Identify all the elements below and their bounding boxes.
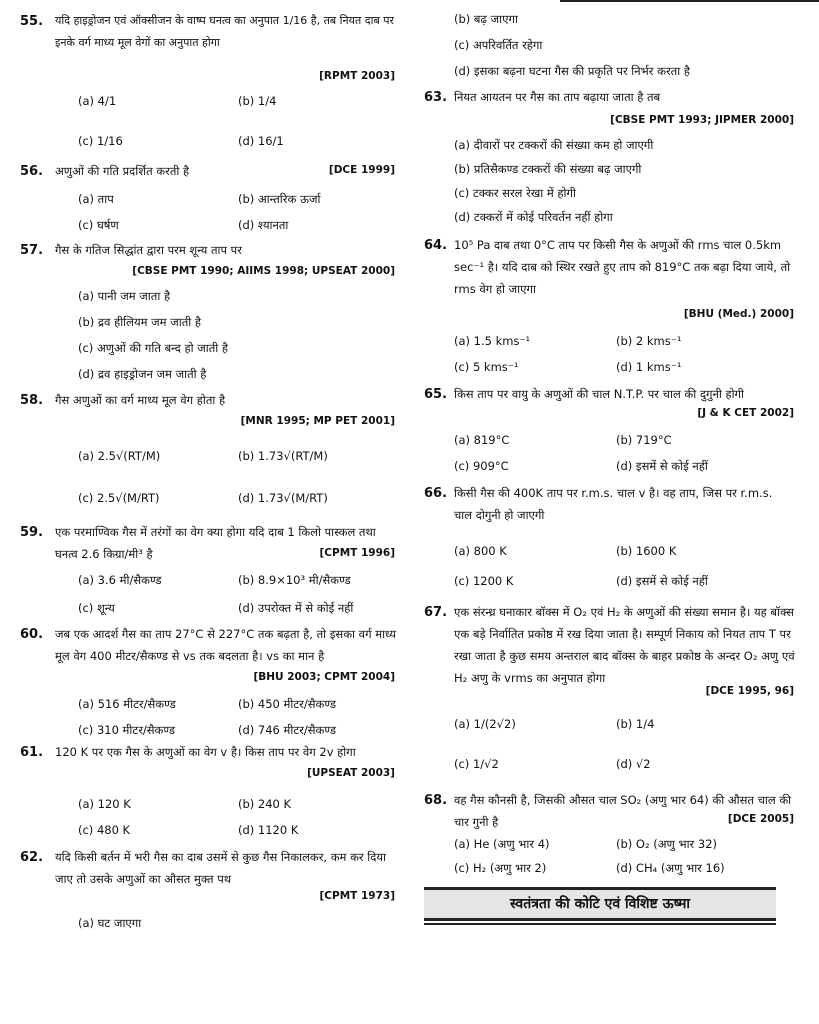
option-d: (d) CH₄ (अणु भार 16) [616,861,725,875]
question-number: 58. [20,393,44,408]
option-a: (a) 819°C [454,433,510,447]
option-b: (b) प्रतिसैकण्ड टक्करों की संख्या बढ़ जाएगी [454,162,642,176]
option-d: (d) उपरोक्त में से कोई नहीं [238,601,354,615]
option-c: (c) 5 kms⁻¹ [454,360,519,374]
option-a: (a) घट जाएगा [78,916,142,930]
question-text: किसी गैस की 400K ताप पर r.m.s. चाल v है। वह ताप, जिस पर r.m.s. चाल दोगुनी हो जाएगी [454,486,773,522]
source-tag: [BHU (Med.) 2000] [683,308,794,320]
question-text: एक संरन्ध्र घनाकार बॉक्स में O₂ एवं H₂ के अणुओं की संख्या समान है। यह बॉक्स एक बड़े निर्वातित प्रकोष्ठ में रख दिया जाता है। सम्पूर्ण निकाय को नियत ताप T पर रखा जाता है कुछ समय अन्तराल बाद बॉक्स के बाहर प्रकोष्ठ के अन्दर O₂ अणु एवं H₂ अणु के vrms का अनुपात होगा [454,605,795,685]
option-c: (c) 480 K [78,823,131,837]
option-a: (a) 1.5 kms⁻¹ [454,334,531,348]
source-tag: [CPMT 1996] [319,547,395,559]
source-tag: [DCE 2005] [727,813,794,825]
option-d: (d) 1 kms⁻¹ [616,360,682,374]
option-c: (c) 2.5√(M/RT) [78,491,160,505]
option-a: (a) ताप [78,192,114,206]
source-tag: [DCE 1995, 96] [705,685,794,697]
question-text: 10⁵ Pa दाब तथा 0°C ताप पर किसी गैस के अणुओं की rms चाल 0.5km sec⁻¹ है। यदि दाब को स्थिर रखते हुए ताप को 819°C तक बढ़ा दिया जाये, तो rms वेग हो जाएगा [454,238,791,296]
option-d: (d) श्यानता [238,218,289,232]
option-c: (c) घर्षण [78,218,119,232]
option-d: (d) 1120 K [238,823,299,837]
option-b: (b) 1/4 [616,717,655,731]
question-text: एक परमाण्विक गैस में तरंगों का वेग क्या होगा यदि दाब 1 किलो पास्कल तथा घनत्व 2.6 किग्रा/मी³ है [55,525,376,561]
option-d: (d) √2 [616,757,651,771]
option-b: (b) O₂ (अणु भार 32) [616,837,718,851]
option-a: (a) 120 K [78,797,131,811]
option-a: (a) 1/(2√2) [454,717,516,731]
source-tag: [MNR 1995; MP PET 2001] [240,415,395,427]
question-number: 65. [424,387,448,402]
section-heading-banner: स्वतंत्रता की कोटि एवं विशिष्ट ऊष्मा [424,887,776,921]
option-b: (b) 2 kms⁻¹ [616,334,682,348]
option-c: (c) 1/16 [78,134,123,148]
option-b: (b) आन्तरिक ऊर्जा [238,192,321,206]
top-rule [560,0,819,2]
option-a: (a) 800 K [454,544,507,558]
question-text: यदि हाइड्रोजन एवं ऑक्सीजन के वाष्प घनत्व का अनुपात 1/16 है, तब नियत दाब पर इनके वर्ग माध्य मूल वेगों का अनुपात होगा [55,14,394,49]
source-tag: [DCE 1999] [328,164,395,176]
option-c: (c) H₂ (अणु भार 2) [454,861,547,875]
option-a: (a) 2.5√(RT/M) [78,449,161,463]
option-d: (d) इसमें से कोई नहीं [616,459,708,473]
source-tag: [UPSEAT 2003] [307,767,395,779]
option-d: (d) टक्करों में कोई परिवर्तन नहीं होगा [454,210,613,224]
question-number: 61. [20,745,44,760]
question-number: 62. [20,850,44,865]
question-number: 67. [424,605,448,620]
option-d: (d) 16/1 [238,134,284,148]
option-b: (b) द्रव हीलियम जम जाती है [78,315,202,329]
question-number: 64. [424,238,448,253]
option-b: (b) 1600 K [616,544,677,558]
option-b: (b) 8.9×10³ मी/सैकण्ड [238,573,351,587]
question-number: 66. [424,486,448,501]
question-number: 60. [20,627,44,642]
option-c: (c) 310 मीटर/सैकण्ड [78,723,176,737]
option-b: (b) 1/4 [238,94,277,108]
question-text: गैस के गतिज सिद्धांत द्वारा परम शून्य ताप पर [55,243,242,257]
option-a: (a) पानी जम जाता है [78,289,171,303]
option-d: (d) 1.73√(M/RT) [238,491,328,505]
option-a: (a) 3.6 मी/सैकण्ड [78,573,162,587]
option-c: (c) टक्कर सरल रेखा में होगी [454,186,576,200]
source-tag: [RPMT 2003] [319,70,395,82]
option-b: (b) बढ़ जाएगा [454,12,518,26]
option-b: (b) 450 मीटर/सैकण्ड [238,697,336,711]
option-a: (a) दीवारों पर टक्करों की संख्या कम हो जाएगी [454,138,654,152]
question-number: 59. [20,525,44,540]
question-text: 120 K पर एक गैस के अणुओं का वेग v है। किस ताप पर वेग 2v होगा [55,745,356,759]
option-c: (c) अणुओं की गति बन्द हो जाती है [78,341,229,355]
question-text: जब एक आदर्श गैस का ताप 27°C से 227°C तक बढ़ता है, तो इसका वर्ग माध्य मूल वेग 400 मीटर/सैकण्ड से vs तक बदलता है। vs का मान है [55,627,397,663]
question-text: अणुओं की गति प्रदर्शित करती है [55,164,190,178]
question-text: किस ताप पर वायु के अणुओं की चाल N.T.P. पर चाल की दुगुनी होगी [454,387,744,401]
source-tag: [J & K CET 2002] [697,407,794,419]
question-number: 57. [20,243,44,258]
source-tag: [BHU 2003; CPMT 2004] [253,671,395,683]
option-d: (d) 746 मीटर/सैकण्ड [238,723,336,737]
option-c: (c) अपरिवर्तित रहेगा [454,38,543,52]
option-d: (d) इसमें से कोई नहीं [616,574,708,588]
source-tag: [CBSE PMT 1990; AIIMS 1998; UPSEAT 2000] [132,265,395,277]
option-b: (b) 240 K [238,797,292,811]
question-number: 55. [20,14,44,29]
option-a: (a) 4/1 [78,94,117,108]
question-text: नियत आयतन पर गैस का ताप बढ़ाया जाता है तब [454,90,661,104]
source-tag: [CBSE PMT 1993; JIPMER 2000] [610,114,794,126]
question-text: यदि किसी बर्तन में भरी गैस का दाब उसमें से कुछ गैस निकालकर, कम कर दिया जाए तो उसके अणुओं का औसत मुक्त पथ [55,850,387,886]
question-number: 68. [424,793,448,808]
option-b: (b) 719°C [616,433,672,447]
option-c: (c) 909°C [454,459,509,473]
option-c: (c) 1200 K [454,574,514,588]
option-b: (b) 1.73√(RT/M) [238,449,328,463]
option-d: (d) इसका बढ़ना घटना गैस की प्रकृति पर निर्भर करता है [454,64,690,78]
option-c: (c) शून्य [78,601,115,615]
source-tag: [CPMT 1973] [319,890,395,902]
option-a: (a) He (अणु भार 4) [454,837,550,851]
option-c: (c) 1/√2 [454,757,499,771]
option-d: (d) द्रव हाइड्रोजन जम जाती है [78,367,207,381]
question-number: 56. [20,164,44,179]
option-a: (a) 516 मीटर/सैकण्ड [78,697,176,711]
question-text: वह गैस कौनसी है, जिसकी औसत चाल SO₂ (अणु भार 64) की औसत चाल की चार गुनी है [454,793,792,829]
question-number: 63. [424,90,448,105]
question-text: गैस अणुओं का वर्ग माध्य मूल वेग होता है [55,393,226,407]
